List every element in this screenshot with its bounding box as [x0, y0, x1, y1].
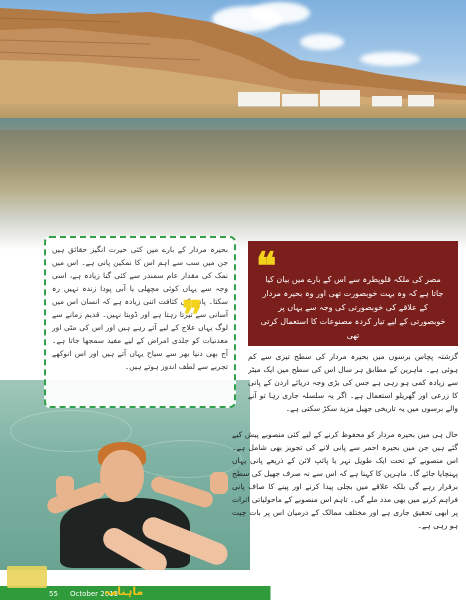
hotel-building: [372, 96, 402, 107]
water-reflection: [0, 130, 466, 190]
open-quote-icon: ❝: [256, 243, 277, 288]
sidebar-text: بحیرہ مردار کے بارے میں کئی حیرت انگیز حقائق ہیں جن میں سب سے اہم اس کا نمکین پانی ہے۔ اس میں نمک کی مقدار عام سمندر سے کئی گنا زیادہ ہے، اسی وجہ سے یہاں کوئی مچھلی یا آبی پودا زندہ نہیں رہ سکتا۔ پانی کی کثافت اتنی زیادہ ہے کہ انسان اس میں آسانی سے تیرتا رہتا ہے اور ڈوبتا نہیں۔ قدیم زمانے سے لوگ یہاں علاج کے لیے آتے رہے ہیں اور اس کی مٹی اور معدنیات کو جلدی امراض کے لیے مفید سمجھا جاتا ہے۔ آج بھی دنیا بھر سے سیاح یہاں آتے ہیں اور اس انوکھے تجربے سے لطف اندوز ہوتے ہیں۔: [52, 245, 228, 371]
pull-quote-box: [248, 241, 458, 346]
hotel-building: [320, 90, 360, 107]
body-column-bottom: [232, 428, 458, 560]
swimmer-floating-photo: [0, 380, 250, 570]
hotel-building: [408, 95, 434, 107]
page-number: 55: [49, 590, 58, 598]
body-text: حال ہی میں بحیرہ مردار کو محفوظ کرنے کے لیے کئی منصوبے پیش کیے گئے ہیں جن میں بحیرہ احمر سے پانی لانے کی تجویز بھی شامل ہے۔ اس منصوبے کے تحت ایک طویل نہر یا پائپ لائن کے ذریعے پانی یہاں پہنچایا جائے گا۔ ماہرین کا کہنا ہے کہ اس سے نہ صرف جھیل کی سطح برقرار رہے گی بلکہ علاقے میں بجلی پیدا کرنے اور پینے کا صاف پانی فراہم کرنے میں بھی مدد ملے گی۔ تاہم اس منصوبے کے ماحولیاتی اثرات پر ابھی تحقیق جاری ہے اور مختلف ممالک کے درمیان اس پر بات چیت ہو رہی ہے۔: [232, 430, 458, 530]
hotel-building: [282, 94, 318, 107]
dead-sea-landscape-photo: [0, 0, 466, 250]
close-quote-icon: ❞: [182, 292, 203, 337]
pull-quote-text: مصر کی ملکہ قلوپطرہ سے اس کے بارے میں بیان کیا جاتا ہے کہ وہ بہت خوبصورت تھی اور وہ بحیرہ مردار کے علاقے کی خوبصورتی کی وجہ سے یہاں پر خوبصورتی کے لیے تیار کردہ مصنوعات کا استعمال کرتی تھی: [260, 275, 446, 340]
swimmer-head: [100, 450, 144, 502]
issue-date: October 2013: [70, 590, 119, 598]
hotel-building: [238, 92, 280, 107]
body-column-right: [248, 350, 458, 428]
body-text: گزشتہ پچاس برسوں میں بحیرہ مردار کی سطح تیزی سے کم ہوئی ہے۔ ماہرین کے مطابق ہر سال اس کی سطح میں ایک میٹر سے زیادہ کمی ہو رہی ہے جس کی بڑی وجہ دریائے اردن کے پانی کا زرعی اور گھریلو استعمال ہے۔ اگر یہ سلسلہ جاری رہا تو آنے والے برسوں میں یہ تاریخی جھیل مزید سکڑ سکتی ہے۔: [248, 352, 458, 413]
magazine-logo: ماہنامہ: [104, 585, 144, 598]
footer-decoration: [7, 566, 47, 588]
thumbs-up-icon: [210, 472, 228, 494]
thumbs-up-icon: [56, 476, 74, 498]
sidebar-box: [44, 236, 236, 408]
